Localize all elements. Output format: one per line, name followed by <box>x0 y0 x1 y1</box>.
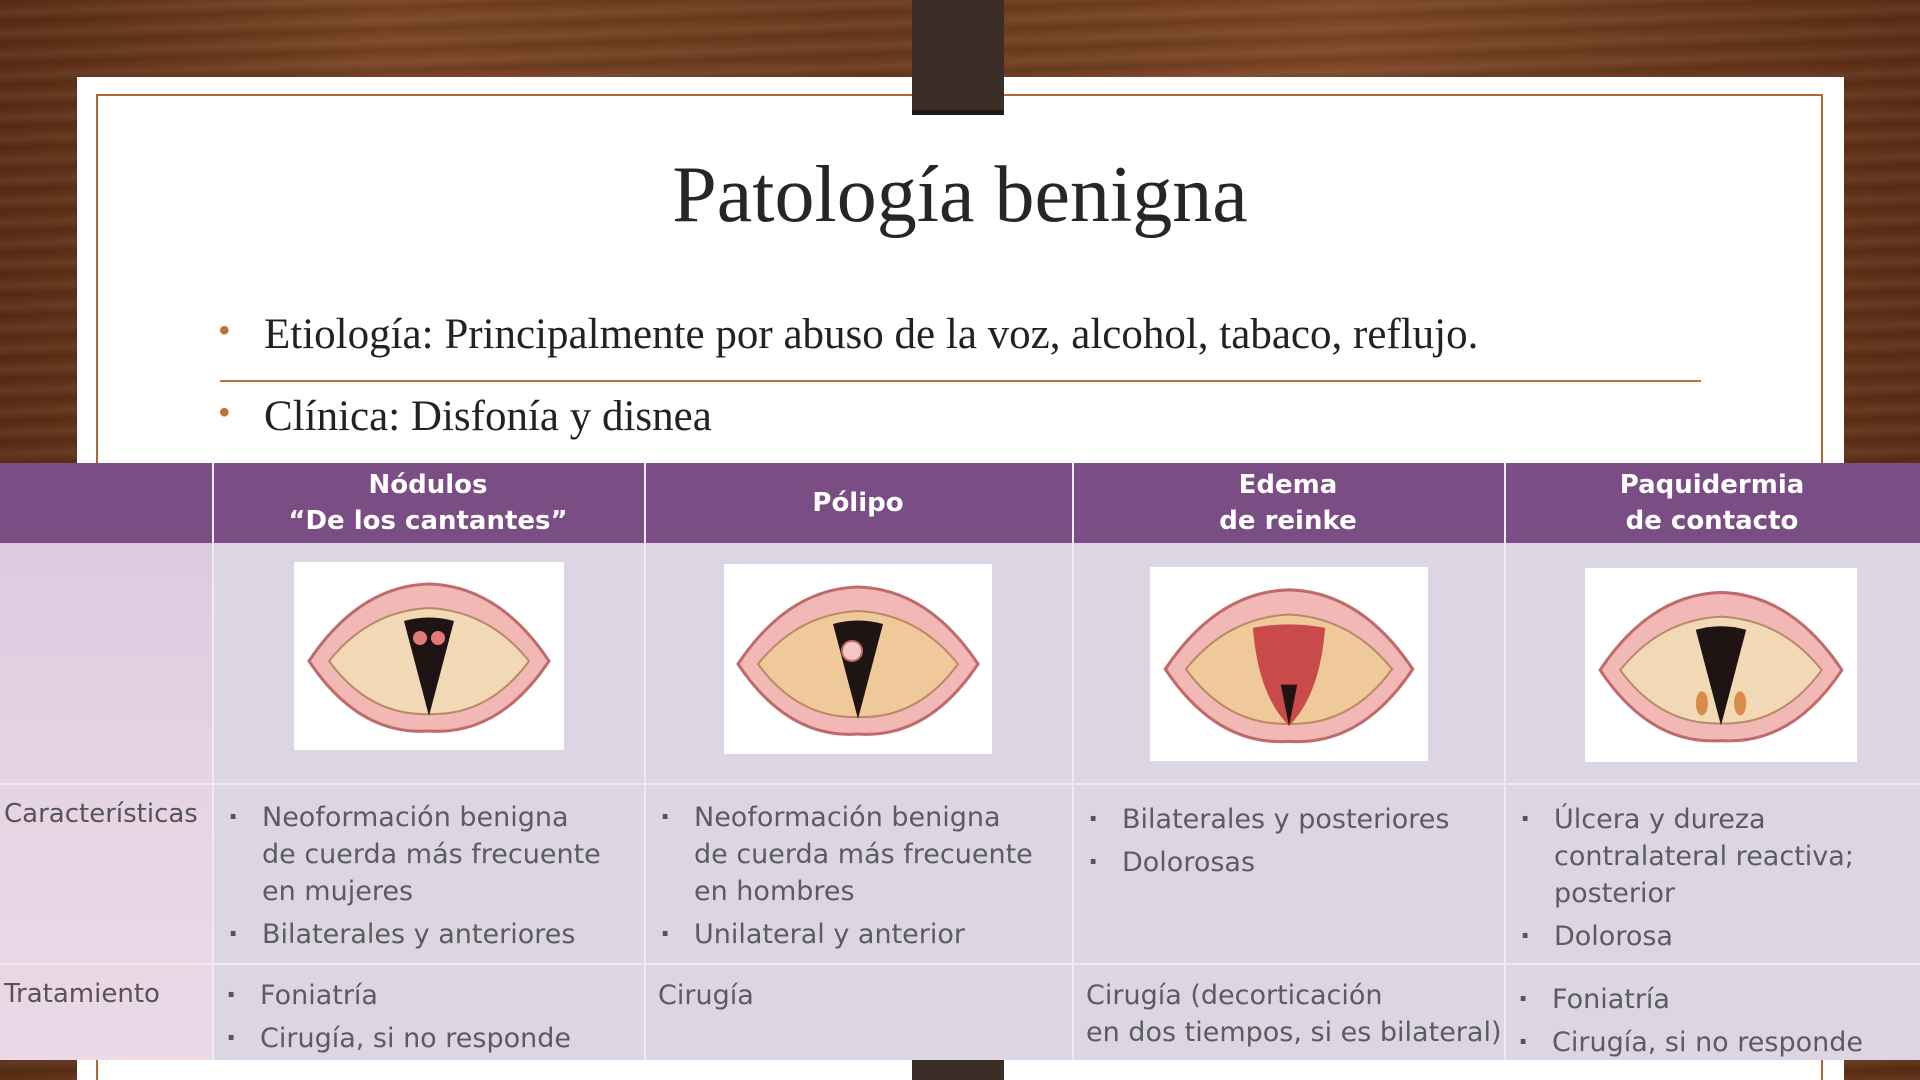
row-label-tratamiento: Tratamiento <box>4 979 160 1009</box>
larynx-polyp-illustration <box>724 564 992 754</box>
bullet-marker: • <box>218 310 231 350</box>
larynx-reinke-edema-illustration <box>1150 567 1428 761</box>
column-header-paquidermia: Paquidermia de contacto <box>1619 470 1805 536</box>
bullet-marker: • <box>218 392 231 432</box>
cell-edema-tratamiento <box>1086 977 1502 1051</box>
list-item: · Foniatría <box>1518 981 1918 1018</box>
column-header-edema: Edema de reinke <box>1219 470 1357 536</box>
row-divider <box>0 963 1920 965</box>
column-header-nodulos: Nódulos “De los cantantes” <box>288 470 568 536</box>
cell-nodulos-tratamiento <box>226 977 626 1063</box>
larynx-nodules-illustration <box>294 562 564 750</box>
list-item: · Úlcera y dureza contralateral reactiva; posterior <box>1520 801 1918 912</box>
larynx-contact-pachyderma-illustration <box>1585 568 1857 762</box>
cell-text: Cirugía <box>658 980 754 1011</box>
bullet-divider <box>220 380 1701 382</box>
list-item: · Cirugía, si no responde <box>226 1020 626 1057</box>
pathology-table <box>0 463 1920 1060</box>
list-item: · Neoformación benigna de cuerda más frecuente en mujeres <box>228 799 608 910</box>
cell-paquidermia-tratamiento <box>1518 981 1918 1067</box>
larynx-icon <box>1155 571 1423 757</box>
list-item: · Dolorosa <box>1520 918 1918 955</box>
larynx-icon <box>299 566 559 746</box>
list-item: · Bilaterales y anteriores <box>228 916 608 953</box>
binder-strip-bottom <box>912 1060 1004 1080</box>
column-divider <box>1504 463 1506 1060</box>
column-divider <box>644 463 646 1060</box>
list-item: · Unilateral y anterior <box>660 916 1040 953</box>
list-item: · Cirugía, si no responde <box>1518 1024 1918 1061</box>
binder-strip-top <box>912 0 1004 115</box>
column-divider <box>1072 463 1074 1060</box>
bullet-text: Clínica: Disfonía y disnea <box>264 393 712 440</box>
cell-nodulos-caracteristicas <box>228 799 608 959</box>
bullet-clinica <box>218 384 712 445</box>
table-header <box>0 463 1920 543</box>
larynx-icon <box>728 569 988 749</box>
row-label-caracteristicas: Características <box>4 799 198 829</box>
cell-text: Cirugía (decorticación en dos tiempos, si es bilateral) <box>1086 980 1502 1048</box>
bullet-text: Etiología: Principalmente por abuso de la voz, alcohol, tabaco, reflujo. <box>264 311 1479 358</box>
bullet-etiologia <box>218 302 1478 363</box>
list-item: · Bilaterales y posteriores <box>1088 801 1488 838</box>
slide-title: Patología benigna <box>672 151 1248 239</box>
cell-polipo-caracteristicas <box>660 799 1040 959</box>
list-item: · Foniatría <box>226 977 626 1014</box>
column-divider <box>212 463 214 1060</box>
list-item: · Neoformación benigna de cuerda más frecuente en hombres <box>660 799 1040 910</box>
list-item: · Dolorosas <box>1088 844 1488 881</box>
cell-polipo-tratamiento <box>658 977 1058 1014</box>
cell-paquidermia-caracteristicas <box>1520 801 1918 961</box>
cell-edema-caracteristicas <box>1088 801 1488 887</box>
column-header-polipo: Pólipo <box>812 488 904 518</box>
row-divider <box>0 783 1920 785</box>
larynx-icon <box>1590 572 1852 758</box>
